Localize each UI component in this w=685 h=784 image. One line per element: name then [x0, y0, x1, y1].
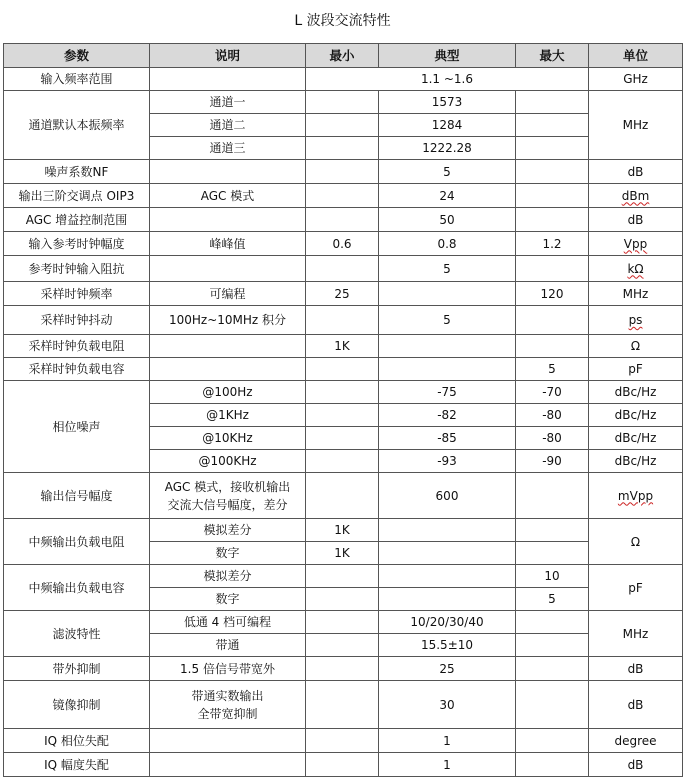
max-cell — [516, 137, 589, 160]
min-cell — [306, 588, 379, 611]
desc-cell: 模拟差分 — [150, 519, 306, 542]
unit-cell: dBc/Hz — [589, 381, 683, 404]
table-row — [4, 657, 683, 681]
desc-cell — [150, 681, 306, 729]
param-cell: 镜像抑制 — [4, 681, 150, 729]
typ-cell — [379, 565, 516, 588]
unit-text: dBm — [621, 188, 650, 203]
typ-cell: 5 — [379, 160, 516, 184]
table-row — [4, 753, 683, 777]
typ-cell — [379, 542, 516, 565]
max-cell — [516, 473, 589, 519]
desc-cell: 通道一 — [150, 91, 306, 114]
min-cell — [306, 160, 379, 184]
param-cell: 通道默认本振频率 — [4, 91, 150, 160]
table-row — [4, 473, 683, 519]
typ-cell — [379, 358, 516, 381]
unit-cell: Ω — [589, 335, 683, 358]
unit-cell: dBc/Hz — [589, 450, 683, 473]
unit-cell — [589, 256, 683, 282]
spec-table-container — [3, 43, 682, 777]
unit-cell — [589, 306, 683, 335]
desc-cell — [150, 358, 306, 381]
param-cell: 相位噪声 — [4, 381, 150, 473]
max-cell: -70 — [516, 381, 589, 404]
desc-line: 交流大信号幅度，差分 — [167, 497, 288, 512]
typ-cell: 5 — [379, 256, 516, 282]
desc-cell: 模拟差分 — [150, 565, 306, 588]
max-cell — [516, 611, 589, 634]
unit-cell: dB — [589, 681, 683, 729]
unit-cell: MHz — [589, 91, 683, 160]
typ-cell — [379, 588, 516, 611]
desc-cell — [150, 208, 306, 232]
min-cell — [306, 114, 379, 137]
param-cell: 输出三阶交调点 OIP3 — [4, 184, 150, 208]
max-cell — [516, 256, 589, 282]
typ-cell: 30 — [379, 681, 516, 729]
max-cell — [516, 519, 589, 542]
min-cell — [306, 137, 379, 160]
header-min: 最小 — [306, 44, 379, 68]
min-cell — [306, 473, 379, 519]
desc-cell — [150, 68, 306, 91]
header-unit: 单位 — [589, 44, 683, 68]
min-cell: 25 — [306, 282, 379, 306]
typ-cell: 50 — [379, 208, 516, 232]
header-typ: 典型 — [379, 44, 516, 68]
typ-cell: 1222.28 — [379, 137, 516, 160]
table-row — [4, 232, 683, 256]
unit-cell: dB — [589, 160, 683, 184]
desc-cell — [150, 473, 306, 519]
param-cell: IQ 相位失配 — [4, 729, 150, 753]
min-cell: 1K — [306, 542, 379, 565]
min-cell — [306, 450, 379, 473]
param-cell: 输入参考时钟幅度 — [4, 232, 150, 256]
min-cell — [306, 565, 379, 588]
desc-cell: @10KHz — [150, 427, 306, 450]
min-cell — [306, 657, 379, 681]
unit-text: Vpp — [623, 236, 648, 251]
unit-cell: GHz — [589, 68, 683, 91]
min-cell — [306, 404, 379, 427]
param-cell: 采样时钟负载电阻 — [4, 335, 150, 358]
min-cell — [306, 611, 379, 634]
max-cell — [516, 753, 589, 777]
min-cell — [306, 306, 379, 335]
typ-cell — [379, 282, 516, 306]
param-cell: AGC 增益控制范围 — [4, 208, 150, 232]
min-cell — [306, 358, 379, 381]
typ-cell: 1573 — [379, 91, 516, 114]
max-cell: 5 — [516, 358, 589, 381]
max-cell: 120 — [516, 282, 589, 306]
desc-cell: 可编程 — [150, 282, 306, 306]
desc-cell: 100Hz~10MHz 积分 — [150, 306, 306, 335]
desc-cell: @100Hz — [150, 381, 306, 404]
typ-cell: -85 — [379, 427, 516, 450]
table-row — [4, 358, 683, 381]
table-row — [4, 335, 683, 358]
max-cell — [516, 335, 589, 358]
max-cell — [516, 681, 589, 729]
max-cell — [516, 114, 589, 137]
min-cell — [306, 208, 379, 232]
min-cell — [306, 753, 379, 777]
typ-cell: 600 — [379, 473, 516, 519]
unit-cell — [589, 473, 683, 519]
unit-cell: MHz — [589, 611, 683, 657]
max-cell — [516, 306, 589, 335]
typ-cell: -75 — [379, 381, 516, 404]
max-cell — [516, 729, 589, 753]
table-row — [4, 611, 683, 634]
unit-cell: MHz — [589, 282, 683, 306]
typ-cell: 1 — [379, 729, 516, 753]
desc-cell — [150, 160, 306, 184]
param-cell: 噪声系数NF — [4, 160, 150, 184]
param-cell: 滤波特性 — [4, 611, 150, 657]
unit-cell: Ω — [589, 519, 683, 565]
table-row — [4, 91, 683, 114]
max-cell — [516, 657, 589, 681]
desc-cell: 1.5 倍信号带宽外 — [150, 657, 306, 681]
max-cell — [516, 91, 589, 114]
typ-cell: 1284 — [379, 114, 516, 137]
unit-cell: degree — [589, 729, 683, 753]
desc-cell: 通道三 — [150, 137, 306, 160]
typ-cell: 0.8 — [379, 232, 516, 256]
param-cell: 中频输出负载电容 — [4, 565, 150, 611]
table-row — [4, 160, 683, 184]
min-cell — [306, 256, 379, 282]
unit-cell: dB — [589, 208, 683, 232]
min-cell — [306, 184, 379, 208]
max-cell — [516, 184, 589, 208]
typ-cell: 10/20/30/40 — [379, 611, 516, 634]
unit-cell — [589, 184, 683, 208]
typ-cell: 24 — [379, 184, 516, 208]
table-row — [4, 68, 683, 91]
max-cell: 10 — [516, 565, 589, 588]
typ-cell: -82 — [379, 404, 516, 427]
max-cell — [516, 634, 589, 657]
typ-cell: 25 — [379, 657, 516, 681]
param-cell: IQ 幅度失配 — [4, 753, 150, 777]
header-param: 参数 — [4, 44, 150, 68]
typ-cell: -93 — [379, 450, 516, 473]
desc-cell: 数字 — [150, 542, 306, 565]
unit-cell: dBc/Hz — [589, 427, 683, 450]
typ-cell — [379, 335, 516, 358]
unit-cell: pF — [589, 358, 683, 381]
param-cell: 采样时钟负载电容 — [4, 358, 150, 381]
table-row — [4, 381, 683, 404]
param-cell: 输入频率范围 — [4, 68, 150, 91]
table-row — [4, 306, 683, 335]
table-row — [4, 681, 683, 729]
unit-cell — [589, 232, 683, 256]
max-cell — [516, 208, 589, 232]
unit-cell: dB — [589, 657, 683, 681]
unit-text: kΩ — [627, 261, 644, 276]
param-cell: 参考时钟输入阻抗 — [4, 256, 150, 282]
min-cell — [306, 634, 379, 657]
table-row — [4, 184, 683, 208]
desc-cell — [150, 729, 306, 753]
min-cell: 0.6 — [306, 232, 379, 256]
typ-cell: 15.5±10 — [379, 634, 516, 657]
desc-cell: @100KHz — [150, 450, 306, 473]
table-row — [4, 256, 683, 282]
desc-cell: @1KHz — [150, 404, 306, 427]
unit-cell: dBc/Hz — [589, 404, 683, 427]
min-cell — [306, 681, 379, 729]
min-cell — [306, 91, 379, 114]
desc-line: 带通实数输出 — [191, 688, 264, 703]
unit-text: ps — [628, 313, 643, 327]
min-cell — [306, 427, 379, 450]
max-cell: -80 — [516, 404, 589, 427]
param-cell: 输出信号幅度 — [4, 473, 150, 519]
desc-cell: 数字 — [150, 588, 306, 611]
max-cell — [516, 160, 589, 184]
table-row — [4, 208, 683, 232]
min-cell: 1K — [306, 519, 379, 542]
max-cell: 5 — [516, 588, 589, 611]
max-cell: -90 — [516, 450, 589, 473]
max-cell — [516, 542, 589, 565]
header-row — [4, 44, 683, 68]
desc-cell: 峰峰值 — [150, 232, 306, 256]
typ-cell: 1.1 ~1.6 — [306, 68, 589, 91]
max-cell: -80 — [516, 427, 589, 450]
param-cell: 中频输出负载电阻 — [4, 519, 150, 565]
param-cell: 采样时钟频率 — [4, 282, 150, 306]
table-row — [4, 729, 683, 753]
header-desc: 说明 — [150, 44, 306, 68]
table-row — [4, 565, 683, 588]
desc-cell: AGC 模式 — [150, 184, 306, 208]
max-cell: 1.2 — [516, 232, 589, 256]
desc-cell — [150, 256, 306, 282]
desc-cell: 通道二 — [150, 114, 306, 137]
desc-cell — [150, 753, 306, 777]
min-cell — [306, 381, 379, 404]
table-row — [4, 519, 683, 542]
unit-text: mVpp — [617, 488, 654, 503]
typ-cell: 1 — [379, 753, 516, 777]
page-title: L 波段交流特性 — [294, 13, 391, 29]
desc-line: 全带宽抑制 — [197, 706, 258, 721]
desc-line: AGC 模式，接收机输出 — [164, 479, 291, 494]
spec-table — [3, 43, 683, 777]
min-cell: 1K — [306, 335, 379, 358]
param-cell: 带外抑制 — [4, 657, 150, 681]
unit-cell: pF — [589, 565, 683, 611]
min-cell — [306, 729, 379, 753]
table-row — [4, 282, 683, 306]
param-cell: 采样时钟抖动 — [4, 306, 150, 335]
desc-cell — [150, 335, 306, 358]
typ-cell: 5 — [379, 306, 516, 335]
header-max: 最大 — [516, 44, 589, 68]
desc-cell: 低通 4 档可编程 — [150, 611, 306, 634]
desc-cell: 带通 — [150, 634, 306, 657]
unit-cell: dB — [589, 753, 683, 777]
typ-cell — [379, 519, 516, 542]
